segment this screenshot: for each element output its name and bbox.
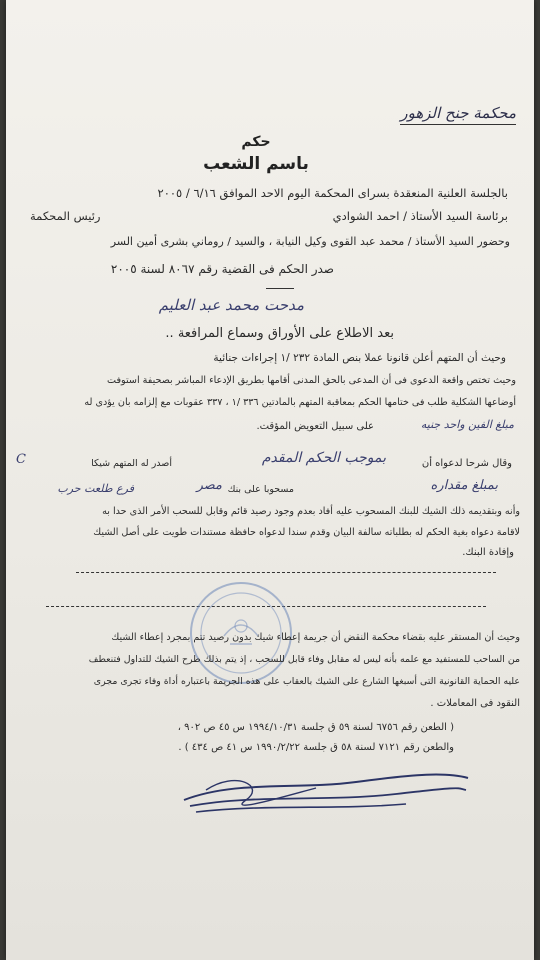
dashed-line (76, 572, 496, 573)
party-name: مدحت محمد عبد العليم (158, 296, 304, 314)
paragraph-5: وأنه وبتقديمه ذلك الشيك للبنك المسحوب عليه أفاد بعدم وجود رصيد قائم وقابل للسحب الأمر الذى حدا به (102, 506, 520, 517)
bank-name-handwritten: مصر (196, 478, 222, 493)
paragraph-3-handwritten: بموجب الحكم المقدم (261, 450, 386, 466)
citation-1: ( الطعن رقم ٦٧٥٦ لسنة ٥٩ ق جلسة ١٩٩٤/١٠/٣١ س ٤٥ ص ٩٠٢ ، (177, 722, 454, 733)
signature (176, 760, 476, 830)
paragraph-3a: وقال شرحا لدعواه أن (421, 458, 512, 469)
paragraph-1: وحيث أن المتهم أعلن قانونا عملا بنص المادة ٢٣٢ /١ إجراءات جنائية (213, 352, 506, 364)
paragraph-4: مسحوبا على بنك (227, 484, 294, 495)
session-line: بالجلسة العلنية المنعقدة بسراى المحكمة اليوم الاحد الموافق ٦/١٦ / ٢٠٠٥ (157, 186, 508, 200)
paragraph-2a: وحيث تختص واقعة الدعوى فى أن المدعى بالحق المدنى أقامها بطريق الإدعاء المباشر بصحيفة استوفت (107, 375, 516, 386)
paragraph-2b: أوضاعها الشكلية طلب فى ختامها الحكم بمعاقبة المتهم بالمادتين ٣٣٦ /١ ، ٣٣٧ عقوبات مع إلزامه بان يؤدى له (84, 397, 516, 408)
paragraph-7: وإفادة البنك. (462, 547, 514, 558)
bank-branch-handwritten: فرع طلعت حرب (57, 482, 134, 495)
intro-line: بعد الاطلاع على الأوراق وسماع المرافعة .. (165, 326, 394, 341)
paragraph-11: النقود فى المعاملات . (430, 698, 520, 709)
compensation-amount: مبلغ الفين واحد جنيه (420, 418, 514, 431)
citation-2: والطعن رقم ٧١٢١ لسنة ٥٨ ق جلسة ١٩٩٠/٢/٢٢ س ٤١ ص ٤٣٤ ) . (178, 742, 454, 753)
ruling-title: حكم (241, 134, 271, 150)
presidency-role: رئيس المحكمة (30, 209, 101, 223)
paragraph-2c: على سبيل التعويض المؤقت. (256, 421, 374, 432)
in-the-name-of-the-people: باسم الشعب (203, 154, 309, 174)
separator-line (266, 288, 294, 289)
presidency-line: برئاسة السيد الأستاذ / احمد الشوادي (332, 209, 508, 223)
paragraph-9: من الساحب للمستفيد مع علمه بأنه ليس له مقابل وفاء قابل للسحب ، إذ يتم بذلك طرح الشيك للتداول فتنعطف (88, 654, 520, 665)
margin-mark: C (16, 452, 26, 467)
paragraph-8: وحيث أن المستقر عليه بقضاء محكمة النقض أن جريمة إعطاء شيك بدون رصيد تتم بمجرد إعطاء الشيك (111, 632, 520, 643)
cheque-amount-handwritten: بمبلغ مقداره (430, 478, 498, 493)
paragraph-6: لاقامة دعواه بغية الحكم له بطلباته سالفة البيان وقدم سندا لدعواه حافظة مستندات طويت على أصل الشيك (93, 527, 520, 538)
attendance-line: وحضور السيد الأستاذ / محمد عبد القوى وكيل النيابة ، والسيد / روماني بشرى أمين السر (110, 235, 510, 248)
paragraph-3b: أصدر له المتهم شيكا (91, 458, 172, 469)
case-number-line: صدر الحكم فى القضية رقم ٨٠٦٧ لسنة ٢٠٠٥ (110, 262, 334, 276)
paragraph-10: عليه الحماية القانونية التى أسبغها الشارع على الشيك بالعقاب على هذه الجريمة باعتباره أداة وفاء تجرى مجرى (93, 676, 520, 687)
court-name: محكمة جنح الزهور (400, 104, 516, 125)
document-page (6, 0, 534, 960)
